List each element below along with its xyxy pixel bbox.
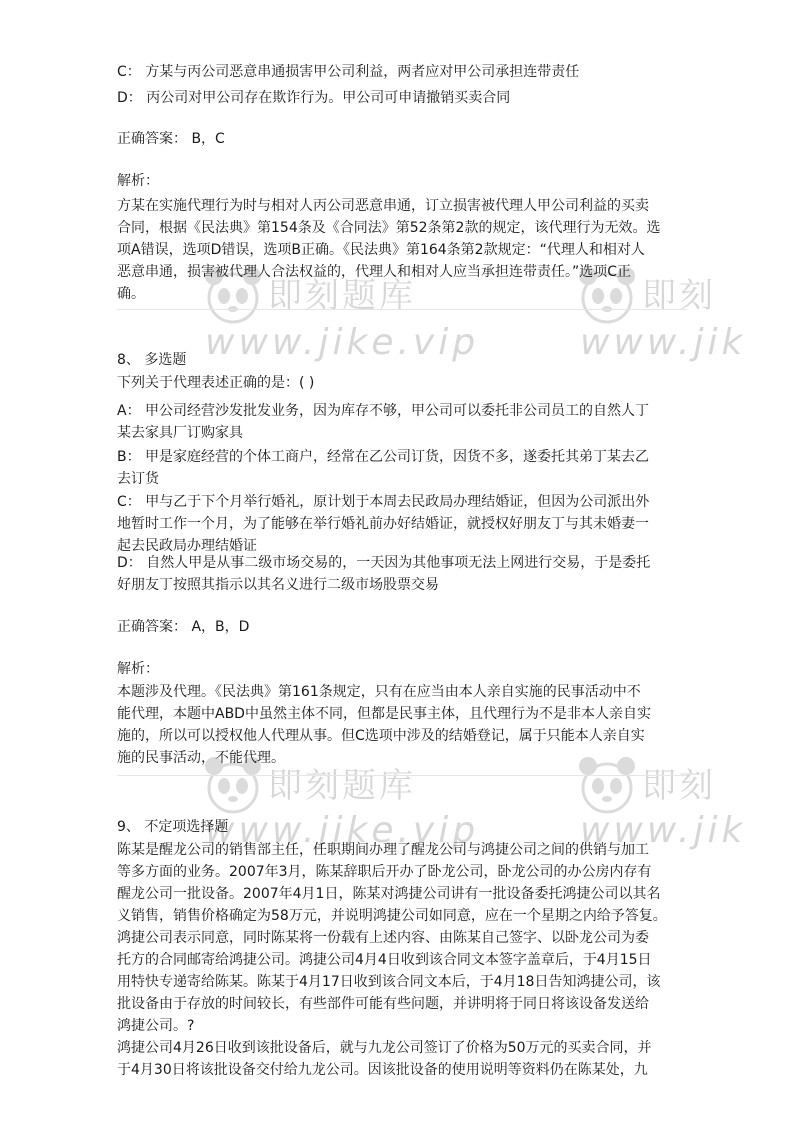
q8-option-d: D： 自然人甲是从事二级市场交易的，一天因为其他事项无法上网进行交易，于是委托 好朋友丁按照其指示以其名义进行二级市场股票交易 <box>117 555 651 593</box>
q8-answer: 正确答案： A，B，D <box>117 619 250 635</box>
q8-stem: 下列关于代理表述正确的是：( ) <box>117 375 315 391</box>
watermark-url-cut: www.jik <box>580 322 747 363</box>
q7-option-d: D： 丙公司对甲公司存在欺诈行为。甲公司可申请撤销买卖合同 <box>117 90 511 106</box>
section-divider <box>117 775 687 776</box>
q7-option-c: C： 方某与丙公司恶意串通损害甲公司利益，两者应对甲公司承担连带责任 <box>117 64 580 80</box>
watermark-url: www.jike.vip <box>205 810 480 851</box>
watermark-brand: 即刻题库 <box>268 766 416 806</box>
q8-option-b: B： 甲是家庭经营的个体工商户，经常在乙公司订货，因货不多，遂委托其弟丁某去乙 去订货 <box>117 449 650 487</box>
watermark-brand-cut: 即刻 <box>642 276 716 316</box>
q8-option-a: A： 甲公司经营沙发批发业务，因为库存不够，甲公司可以委托非公司员工的自然人丁 某去家具厂订购家具 <box>117 403 650 441</box>
q8-analysis: 本题涉及代理。《民法典》第161条规定，只有在应当由本人亲自实施的民事活动中不 能代理，本题中ABD中虽然主体不同，但都是民事主体，且代理行为不是非本人亲自实 施的，所以可以授权他人代理从事。但C选项中涉及的结婚登记，属于只能本人亲自实 施的民事活动，不能代理。 <box>117 684 651 766</box>
watermark-url-cut: www.jik <box>580 810 747 851</box>
section-divider <box>117 309 687 310</box>
q9-stem: 陈某是醒龙公司的销售部主任，任职期间办理了醒龙公司与鸿捷公司之间的供销与加工 等多方面的业务。2007年3月，陈某辞职后开办了卧龙公司，卧龙公司的办公房内存有 醒龙公司一批设备。2007年4月1日，陈某对鸿捷公司讲有一批设备委托鸿捷公司以其名 义销售，销售价格确定为58万元，并说明鸿捷公司如同意，应在一个星期之内给予答复。 鸿捷公司表示同意，同时陈某将一份载有上述内容、由陈某自己签字、以卧龙公司为委 托方的合同邮寄给鸿捷公司。鸿捷公司4月4日收到该合同文本签字盖章后，于4月15日 用特快专递寄给陈某。陈某于4月17日收到该合同文本后，于4月18日告知鸿捷公司，该 批设备由于存放的时间较长，有些部件可能有些问题，并讲明将于同日将该设备发送给 鸿捷公司。? 鸿捷公司4月26日收到该批设备后，就与九龙公司签订了价格为50万元的买卖合同，并 于4月30日将该批设备交付给九龙公司。因该批设备的使用说明等资料仍在陈某处，九 <box>117 842 667 1078</box>
q8-header: 8、 多选题 <box>117 352 187 368</box>
q7-analysis: 方某在实施代理行为时与相对人丙公司恶意串通，订立损害被代理人甲公司利益的买卖 合同，根据《民法典》第154条及《合同法》第52条第2款的规定，该代理行为无效。选 项A错误，选项D错误，选项B正确。《民法典》第164条第2款规定：“代理人和相对人 恶意串通，损害被代理人合法权益的，代理人和相对人应当承担连带责任。”选项C正 确。 <box>117 198 661 302</box>
q7-analysis-label: 解析： <box>117 173 159 189</box>
watermark-url: www.jike.vip <box>205 322 480 363</box>
q8-option-c: C： 甲与乙于下个月举行婚礼，原计划于本周去民政局办理结婚证，但因为公司派出外 地暂时工作一个月，为了能够在举行婚礼前办好结婚证，就授权好朋友丁与其未婚妻一 起去民政局办理结婚证 <box>117 494 650 554</box>
watermark-brand: 即刻题库 <box>268 276 416 316</box>
watermark-brand-cut: 即刻 <box>642 766 716 806</box>
q8-analysis-label: 解析： <box>117 661 159 677</box>
q9-header: 9、 不定项选择题 <box>117 819 229 835</box>
q7-answer: 正确答案： B，C <box>117 131 225 147</box>
